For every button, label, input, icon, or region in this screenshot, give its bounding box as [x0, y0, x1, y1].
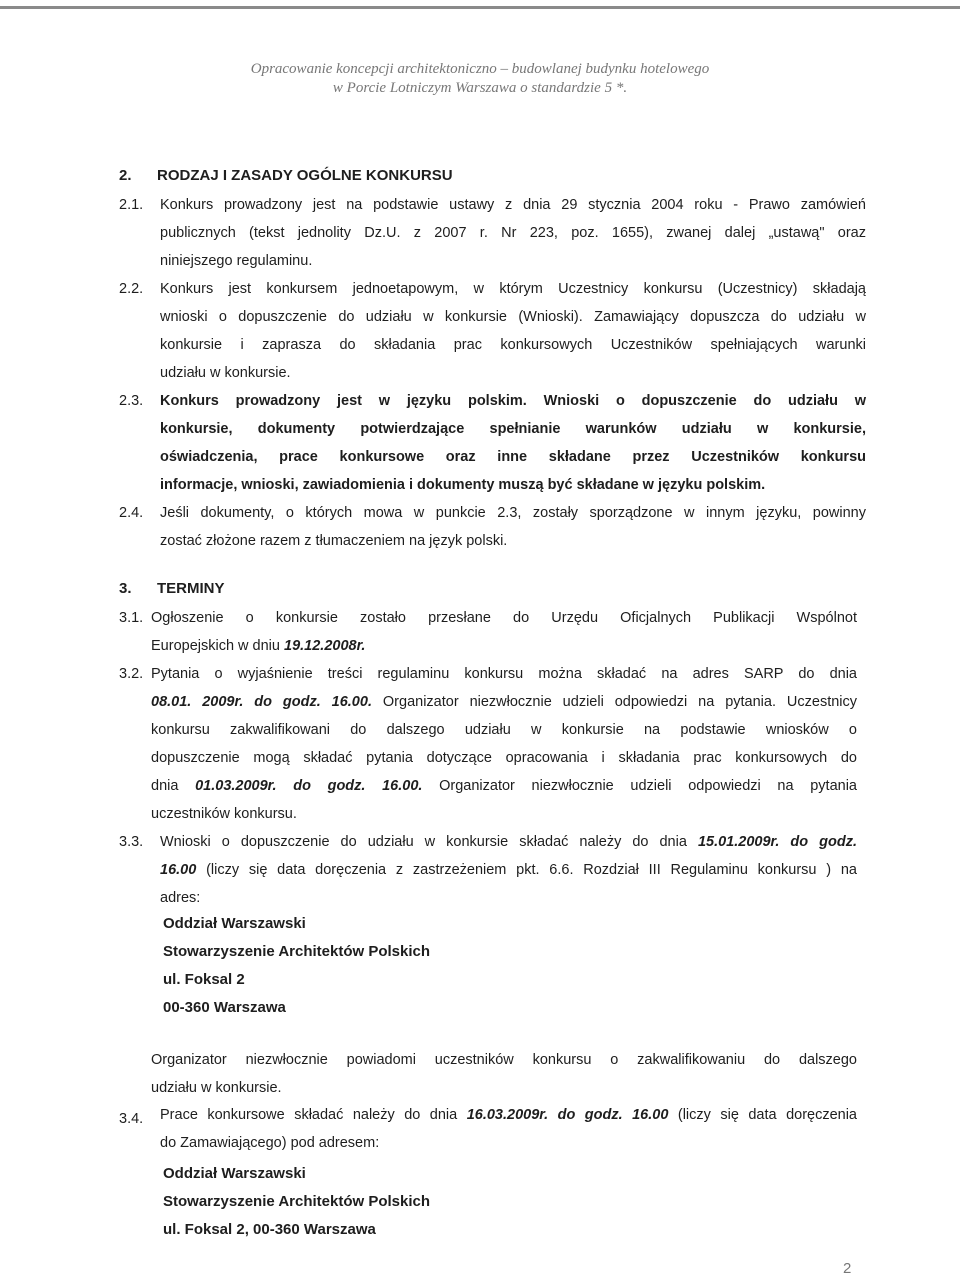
text-line: adres: [160, 890, 201, 906]
deadline: 01.03.2009r. do godz. 16.00. [195, 778, 423, 794]
deadline: 15.01.2009r. do godz. [697, 834, 857, 850]
address-line: 00-360 Warszawa [163, 999, 286, 1016]
text-line: oświadczenia, prace konkursowe oraz inne składane przez Uczestników konkursu [160, 449, 866, 465]
page-number: 2 [843, 1260, 852, 1277]
text-line: Jeśli dokumenty, o których mowa w punkcie 2.3, zostały sporządzone w innym języku, powinny [160, 505, 866, 521]
section-title: RODZAJ I ZASADY OGÓLNE KONKURSU [157, 167, 453, 184]
address-line: ul. Foksal 2 [163, 971, 245, 988]
paragraph-2-1 [160, 191, 866, 275]
address-block-1 [163, 910, 430, 1022]
header-line-1: Opracowanie koncepcji architektonicznо – budowlanej budynku hotelowego [250, 61, 710, 77]
paragraph-3-2 [151, 660, 857, 828]
top-rule [0, 6, 960, 9]
text-line: do Zamawiającego) pod adresem: [160, 1135, 380, 1151]
paragraph-number: 2.1. [119, 197, 144, 213]
text-line: wnioski o dopuszczenie do udziału w konkursie (Wnioski). Zamawiający dopuszcza do udziału w [160, 309, 866, 325]
date: 19.12.2008r. [284, 638, 366, 654]
text-line: Konkurs prowadzony jest na podstawie ustawy z dnia 29 stycznia 2004 roku - Prawo zamówień [160, 197, 866, 213]
text-line: Ogłoszenie o konkursie zostało przesłane do Urzędu Oficjalnych Publikacji Wspólnot [151, 610, 857, 626]
text-line: udziału w konkursie. [151, 1080, 282, 1096]
paragraph-2-4 [160, 499, 866, 555]
deadline: 16.03.2009r. do godz. 16.00 [466, 1107, 669, 1123]
deadline: 08.01. 2009r. do godz. 16.00. [151, 694, 372, 710]
paragraph-3-1 [151, 604, 857, 660]
text-line: niniejszego regulaminu. [160, 253, 313, 269]
address-block-2 [163, 1160, 430, 1244]
address-line: Oddział Warszawski [163, 915, 306, 932]
text-line: dopuszczenie mogą składać pytania dotyczące opracowania i składania prac konkursowych do [151, 750, 857, 766]
text-line: 16.00 (liczy się data doręczenia z zastrzeżeniem pkt. 6.6. Rozdział III Regulaminu konkursu ) na [160, 862, 857, 878]
text-line: Organizator niezwłocznie powiadomi uczestników konkursu o zakwalifikowaniu do dalszego [151, 1052, 857, 1068]
text-line: dnia 01.03.2009r. do godz. 16.00. Organizator niezwłocznie udzieli odpowiedzi na pytania [151, 778, 857, 794]
paragraph-3-3 [160, 828, 857, 912]
text-line: Wnioski o dopuszczenie do udziału w konkursie składać należy do dnia 15.01.2009r. do godz. [160, 834, 857, 850]
paragraph-number: 3.4. [119, 1111, 144, 1127]
section-2-heading [119, 167, 453, 184]
address-line: Stowarzyszenie Architektów Polskich [163, 943, 431, 960]
text-line: informacje, wnioski, zawiadomienia i dokumenty muszą być składane w języku polskim. [160, 477, 766, 493]
text-line: zostać złożone razem z tłumaczeniem na język polski. [160, 533, 508, 549]
page-header [0, 60, 960, 98]
paragraph-number: 2.4. [119, 505, 144, 521]
address-line: ul. Foksal 2, 00-360 Warszawa [163, 1221, 376, 1238]
paragraph-3-4 [160, 1101, 857, 1157]
paragraph-number: 3.1. [119, 610, 144, 626]
text-line: publicznych (tekst jednolity Dz.U. z 2007 r. Nr 223, poz. 1655), zwanej dalej „ustawą" oraz [160, 225, 866, 241]
section-number: 3. [119, 580, 132, 597]
text-line: Konkurs jest konkursem jednoetapowym, w którym Uczestnicy konkursu (Uczestnicy) składają [160, 281, 866, 297]
text-line: Prace konkursowe składać należy do dnia 16.03.2009r. do godz. 16.00 (liczy się data doręczenia [160, 1107, 857, 1123]
paragraph-2-2 [160, 275, 866, 387]
section-title: TERMINY [157, 580, 225, 597]
text-line: uczestników konkursu. [151, 806, 297, 822]
paragraph-number: 2.2. [119, 281, 144, 297]
section-number: 2. [119, 167, 132, 184]
section-3-heading [119, 580, 225, 597]
text-line: Europejskich w dniu 19.12.2008r. [151, 638, 366, 654]
text-line: konkursie i zaprasza do składania prac konkursowych Uczestników spełniających warunki [160, 337, 866, 353]
text-line: Konkurs prowadzony jest w języku polskim. Wnioski o dopuszczenie do udziału w [160, 393, 866, 409]
text-line: Pytania o wyjaśnienie treści regulaminu konkursu można składać na adres SARP do dnia [151, 666, 857, 682]
qualification-note [151, 1046, 857, 1102]
text-line: konkursie, dokumenty potwierdzające spełnianie warunków udziału w konkursie, [160, 421, 866, 437]
paragraph-number: 2.3. [119, 393, 144, 409]
header-line-2: w Porcie Lotniczym Warszawa o standardzie 5 *. [332, 80, 628, 96]
text-line: udziału w konkursie. [160, 365, 291, 381]
address-line: Oddział Warszawski [163, 1165, 306, 1182]
deadline: 16.00 [160, 862, 197, 878]
text-line: 08.01. 2009r. do godz. 16.00. Organizator niezwłocznie udzieli odpowiedzi na pytania. Uczestnicy [151, 694, 858, 710]
address-line: Stowarzyszenie Architektów Polskich [163, 1193, 431, 1210]
text-line: konkursu zakwalifikowani do dalszego udziału w konkursie na podstawie wniosków o [151, 722, 857, 738]
paragraph-number: 3.2. [119, 666, 144, 682]
paragraph-number: 3.3. [119, 834, 144, 850]
paragraph-2-3 [160, 387, 866, 499]
